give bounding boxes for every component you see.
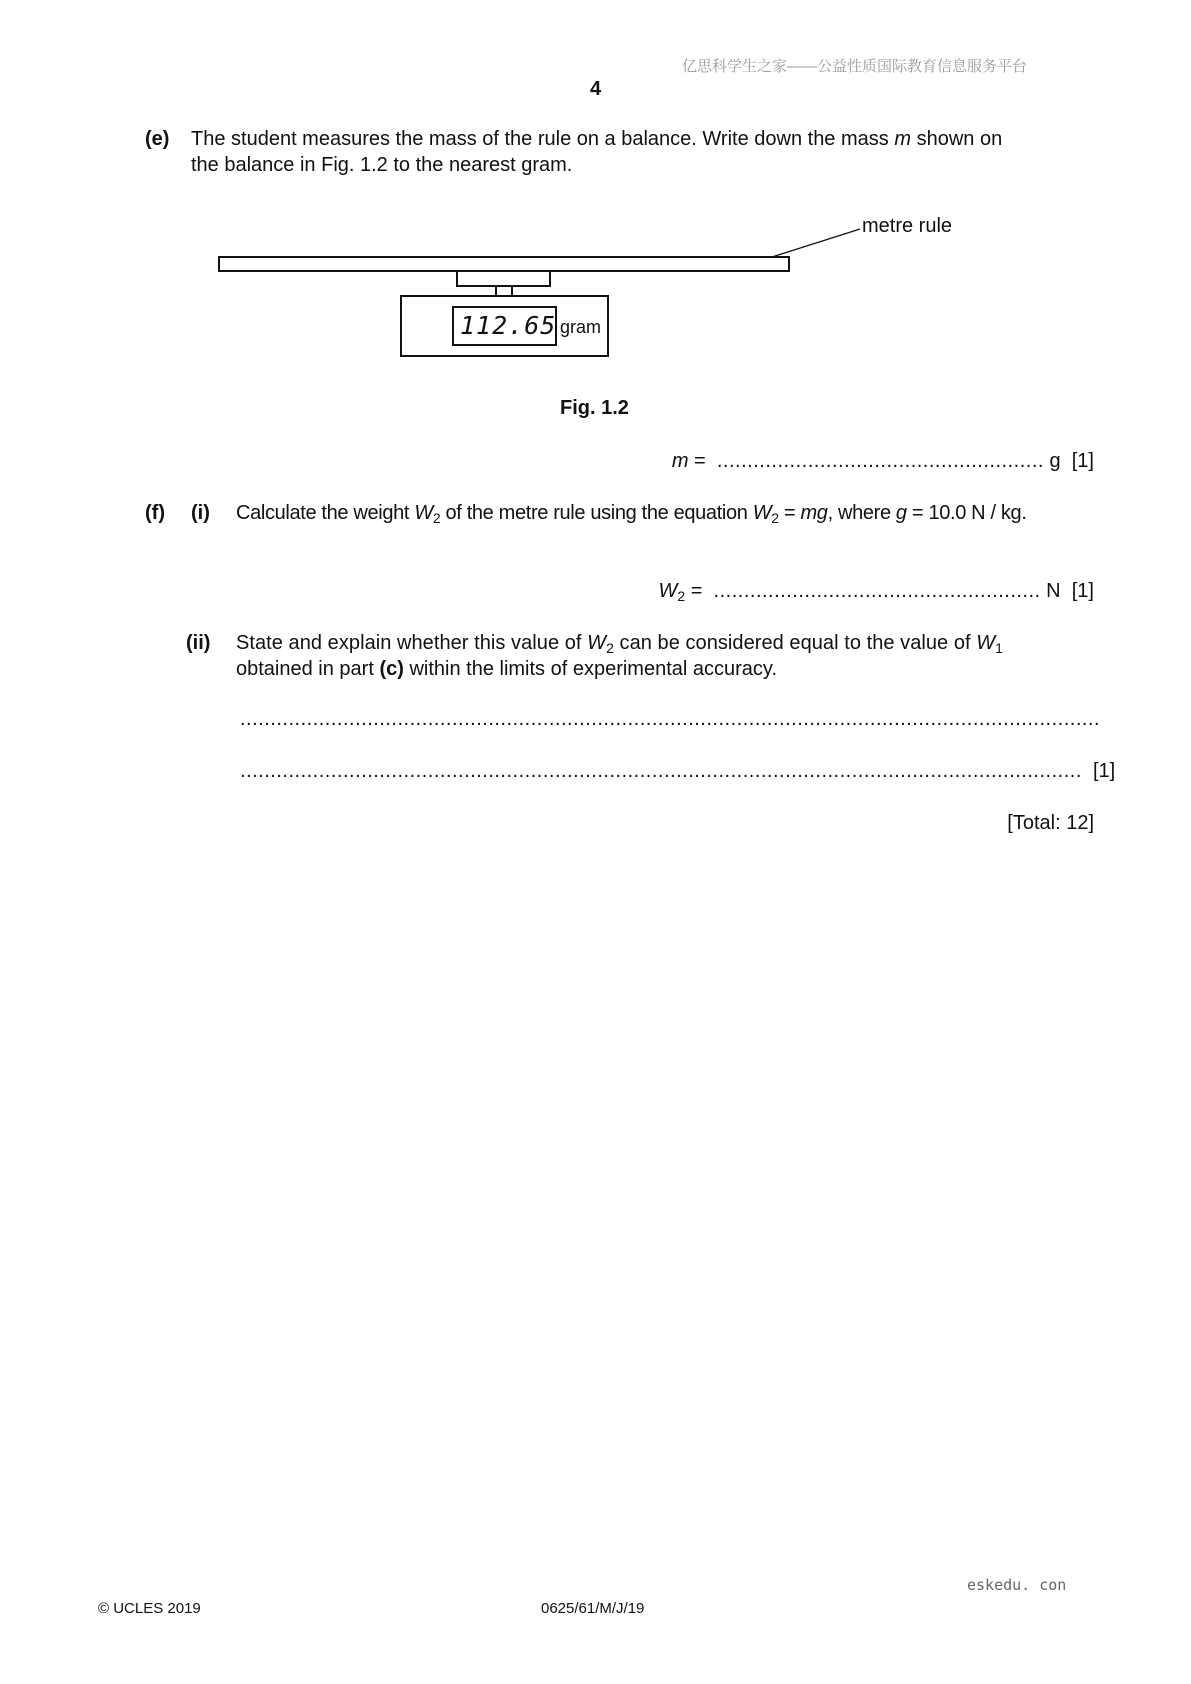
eq-mid: = xyxy=(778,502,801,524)
answer-m-eq: = xyxy=(688,450,706,472)
footer-site: eskedu. con xyxy=(967,1576,1067,1594)
answer-line-1[interactable]: .............................................................................................................................................. xyxy=(240,708,1101,730)
footer-code: 0625/61/M/J/19 xyxy=(541,1600,645,1617)
answer-w2-unit: N xyxy=(1046,580,1061,602)
f-i-text-b: of the metre rule using the equation xyxy=(440,502,753,524)
part-e-line2: the balance in Fig. 1.2 to the nearest gram. xyxy=(191,154,573,176)
part-e-line1 xyxy=(191,126,1002,152)
part-e-line1-end: shown on xyxy=(911,128,1003,150)
rule-label: metre rule xyxy=(862,215,953,237)
answer-line-2-row xyxy=(240,758,1115,784)
eq-sub-2: 2 xyxy=(771,510,779,526)
part-f-ii-line2 xyxy=(236,656,777,682)
var-w: W xyxy=(414,502,433,524)
footer-copyright: © UCLES 2019 xyxy=(98,1600,201,1617)
metre-rule-shape xyxy=(219,257,789,271)
f-i-text-d: = 10.0 N / kg. xyxy=(906,502,1027,524)
display-reading: 112.65 xyxy=(460,311,557,340)
eq-var-w: W xyxy=(752,502,772,524)
balance-stem xyxy=(496,286,512,296)
f-i-text-a: Calculate the weight xyxy=(236,502,415,524)
f-ii-sub-2: 2 xyxy=(606,640,614,656)
part-f-ii-label: (ii) xyxy=(186,632,211,654)
answer-w2-eq: = xyxy=(685,580,703,602)
answer-line-2[interactable]: ........................................................................................................................................... xyxy=(240,760,1082,782)
total-marks: [Total: 12] xyxy=(1007,812,1094,834)
answer-w2-marks: [1] xyxy=(1071,580,1094,602)
answer-m-line xyxy=(672,448,1094,474)
answer-m-var: m xyxy=(671,450,689,472)
var-m: m xyxy=(894,128,912,150)
f-ii-var-w1: W xyxy=(976,632,996,654)
sub-2: 2 xyxy=(432,510,441,526)
leader-line xyxy=(772,229,860,257)
answer-line-2-marks: [1] xyxy=(1093,760,1116,782)
f-ii-part-c-ref: (c) xyxy=(379,658,404,680)
part-f-i-label: (i) xyxy=(191,502,210,524)
f-ii-line2-b: within the limits of experimental accuracy. xyxy=(403,658,777,680)
figure-caption: Fig. 1.2 xyxy=(560,397,629,419)
answer-w2-var: W xyxy=(658,580,678,602)
f-ii-line1-b: can be considered equal to the value of xyxy=(613,632,977,654)
answer-m-marks: [1] xyxy=(1071,450,1094,472)
f-i-text-c: , where xyxy=(827,502,896,524)
balance-pan xyxy=(457,271,550,286)
part-f-ii-line1 xyxy=(236,630,1003,656)
part-f-i-text xyxy=(236,500,1027,526)
f-ii-var-w2: W xyxy=(587,632,607,654)
answer-m-dots[interactable]: ...................................................... xyxy=(716,450,1044,472)
answer-m-unit: g xyxy=(1049,450,1061,472)
f-ii-line2-a: obtained in part xyxy=(236,658,380,680)
answer-w2-dots[interactable]: ...................................................... xyxy=(713,580,1041,602)
unit-label: gram xyxy=(560,317,602,337)
part-f-label: (f) xyxy=(145,502,165,524)
answer-w2-sub: 2 xyxy=(677,588,686,604)
answer-w2-line xyxy=(658,578,1094,604)
f-ii-sub-1: 1 xyxy=(995,640,1003,656)
var-g: g xyxy=(895,502,907,524)
eq-mg: mg xyxy=(800,502,828,524)
part-e-line1-text: The student measures the mass of the rule on a balance. Write down the mass xyxy=(191,128,895,150)
watermark-text: 亿思科学生之家——公益性质国际教育信息服务平台 xyxy=(682,58,1028,75)
f-ii-line1-a: State and explain whether this value of xyxy=(236,632,588,654)
page-number: 4 xyxy=(590,78,602,100)
part-e-label: (e) xyxy=(145,128,170,150)
